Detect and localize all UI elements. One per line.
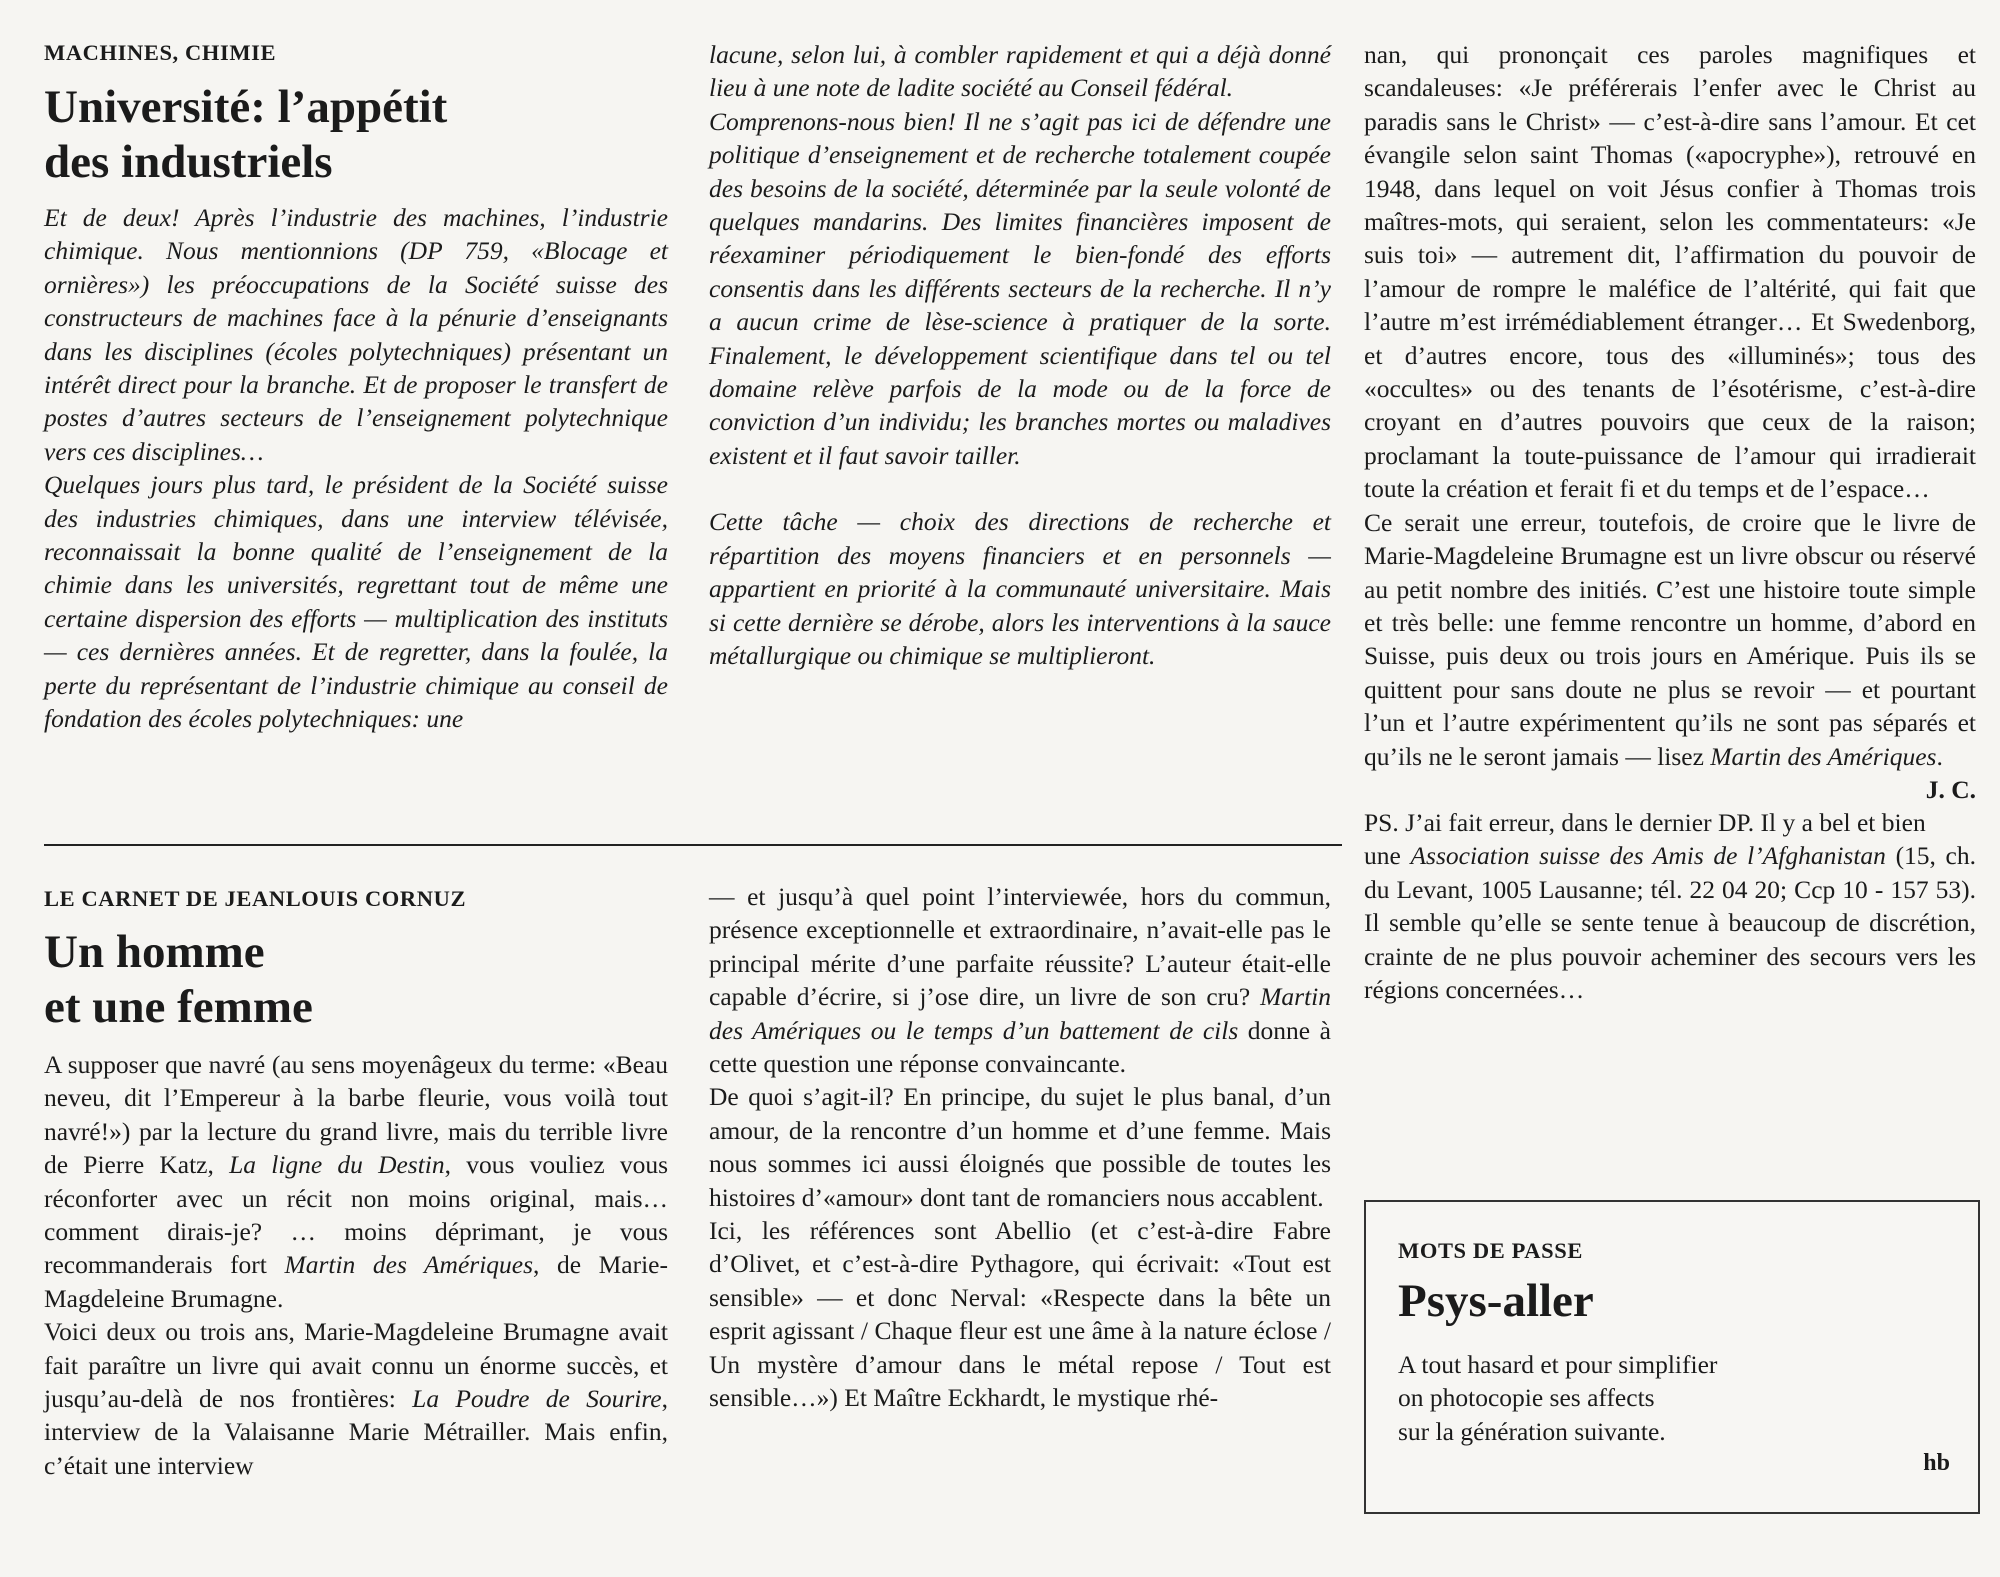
book-title: La Poudre de Sourire — [412, 1384, 662, 1414]
article2-column-3 — [1364, 38, 1976, 1006]
text: Ce serait une erreur, toutefois, de croire que le livre de Marie-Magdeleine Brumagne est un livre obscur ou réservé au petit nombre des initiés. C’est une histoire toute simple et très belle: une femme rencontre un homme, d’abord en Suisse, puis deux ou trois jours en Amérique. Puis ils se quittent pour sans doute ne plus se revoir — et pourtant l’un et l’autre expérimentent qu’ils ne sont pas séparés et qu’ils ne le seront jamais — lisez — [1364, 507, 1976, 771]
article2-paragraph: Ici, les références sont Abellio (et c’est-à-dire Fabre d’Olivet, et c’est-à-dire Pythagore, qui écrivait: «Tout est sensible» — et donc Nerval: «Respecte dans la bête un esprit agissant / Chaque fleur est une âme à la nature éclose / Un mystère d’amour dans le métal repose / Tout est sensible…») Et Maître Eckhardt, le mystique rhé- — [709, 1216, 1331, 1413]
article2-paragraph: nan, qui prononçait ces paroles magnifiques et scandaleuses: «Je préférerais l’enfer avec le Christ au paradis sans le Christ» — c’est-à-dire sans l’amour. Et cet évangile selon saint Thomas («apocryphe»), retrouvé en 1948, dans lequel on voit Jésus confier à Thomas trois maîtres-mots, qui seraient, selon les commentateurs: «Je suis toi» — autrement dit, l’affirmation du pouvoir de l’amour de rompre le maléfice de l’altérité, qui fait que l’autre m’est irrémédiablement étranger… Et Swedenborg, et d’autres encore, tous des «illuminés»; tous des «occultes» ou des tenants de l’ésotérisme, c’est-à-dire croyant en d’autres pouvoirs que ceux de la raison; proclamant la toute-puissance de l’amour qui irradierait toute la création et ferait fi et du temps et de l’espace… — [1364, 40, 1976, 504]
book-title: Martin des Amériques ou le temps d’un battement de cils — [709, 982, 1331, 1045]
article2-paragraph — [1364, 506, 1976, 804]
article1-paragraph: lacune, selon lui, à combler rapidement et qui a déjà donné lieu à une note de ladite société au Conseil fédéral. — [709, 40, 1331, 103]
article2-paragraph — [44, 1048, 668, 1315]
text: . — [1936, 741, 1943, 771]
association-name: Association suisse des Amis de l’Afghanistan — [1410, 841, 1886, 871]
text: , de Marie-Magdeleine Brumagne. — [44, 1250, 668, 1313]
article2-title-line1: Un homme — [44, 926, 265, 978]
section-divider — [44, 844, 1342, 846]
text: , interview de la Valaisanne Marie Métrailler. Mais enfin, c’était une interview — [44, 1384, 668, 1480]
article1-paragraph: Et de deux! Après l’industrie des machines, l’industrie chimique. Nous mentionnions (DP 759, «Blocage et ornières») les préoccupations de la Société suisse des constructeurs de machines face à la pénurie d’enseignants dans les disciplines (écoles polytechniques) présentant un intérêt direct pour la branche. Et de proposer le transfert de postes d’autres secteurs de l’enseignement polytechnique vers ces disciplines… — [44, 203, 668, 466]
article1-title-line2: des industriels — [44, 136, 333, 188]
article1-column-1 — [44, 201, 668, 736]
text: (15, ch. du Levant, 1005 Lausanne; tél. 22 04 20; Ccp 10 - 157 53). Il semble qu’elle se sente tenue à beaucoup de discrétion, crainte de ne plus pouvoir acheminer des secours vers les régions concernées… — [1364, 841, 1976, 1004]
article2-title — [44, 925, 313, 1035]
postscript — [1364, 806, 1976, 1006]
article2-column-2 — [709, 880, 1331, 1415]
box-line: on photocopie ses affects — [1398, 1383, 1655, 1413]
article1-paragraph: Cette tâche — choix des directions de recherche et répartition des moyens financiers et en personnels — appartient en priorité à la communauté universitaire. Mais si cette dernière se dérobe, alors les interventions à la sauce métallurgique ou chimique se multiplieront. — [709, 507, 1331, 670]
article1-title — [44, 80, 447, 190]
article1-column-2 — [709, 38, 1331, 672]
article1-paragraph: Quelques jours plus tard, le président de la Société suisse des industries chimiques, dans une interview télévisée, reconnaissait la bonne qualité de l’enseignement de la chimie dans les universités, regrettant tout de même une certaine dispersion des efforts — multiplication des instituts — ces dernières années. Et de regretter, dans la foulée, la perte du représentant de l’industrie chimique au conseil de fondation des écoles polytechniques: une — [44, 470, 668, 734]
box-line: sur la génération suivante. — [1398, 1416, 1666, 1446]
book-title: Martin des Amériques — [284, 1250, 534, 1280]
book-title: Martin des Amériques — [1710, 741, 1937, 771]
article2-kicker: LE CARNET DE JEANLOUIS CORNUZ — [44, 886, 467, 911]
text: Voici deux ou trois ans, Marie-Magdeleine Brumagne avait fait paraître un livre qui avait connu un énorme succès, et jusqu’au-delà de nos frontières: — [44, 1317, 668, 1414]
box-text — [1398, 1348, 1717, 1448]
box-kicker: MOTS DE PASSE — [1398, 1238, 1583, 1263]
text: — et jusqu’à quel point l’interviewée, hors du commun, présence exceptionnelle et extraordinaire, n’avait-elle pas le principal mérite d’une parfaite réussite? L’auteur était-elle capable d’écrire, si j’ose dire, un livre de son cru? — [709, 882, 1331, 1012]
article2-paragraph — [709, 880, 1331, 1080]
article2-paragraph — [44, 1315, 668, 1482]
text: A supposer que navré (au sens moyenâgeux du terme: «Beau neveu, dit l’Empereur à la barbe fleurie, vous voilà tout navré!») par la lecture du grand livre, mais du terrible livre de Pierre Katz, — [44, 1050, 668, 1180]
text: , vous vouliez vous réconforter avec un récit non moins original, mais… comment dirais-je? … moins déprimant, je vous recommanderais fort — [44, 1150, 669, 1280]
book-title: La ligne du Destin — [229, 1150, 445, 1180]
article2-title-line2: et une femme — [44, 981, 313, 1033]
box-line: A tout hasard et pour simplifier — [1398, 1350, 1718, 1379]
article2-paragraph: De quoi s’agit-il? En principe, du sujet le plus banal, d’un amour, de la rencontre d’un homme et d’une femme. Mais nous sommes ici aussi éloignés que possible de toutes les histoires d’«amour» dont tant de romanciers nous accablent. — [709, 1082, 1331, 1212]
text: PS. J’ai fait erreur, dans le dernier DP. Il y a bel et bien une — [1364, 807, 1926, 871]
text: donne à cette question une réponse convaincante. — [709, 1015, 1332, 1079]
article2-column-1 — [44, 1048, 668, 1482]
mots-de-passe-box — [1364, 1200, 1980, 1514]
article1-kicker: MACHINES, CHIMIE — [44, 40, 277, 65]
article1-title-line1: Université: l’appétit — [44, 81, 448, 133]
box-signature: hb — [1923, 1450, 1950, 1476]
article-signature: J. C. — [1925, 774, 1976, 804]
article1-paragraph: Comprenons-nous bien! Il ne s’agit pas ici de défendre une politique d’enseignement et de recherche totalement coupée des besoins de la société, déterminée par la seule volonté de quelques mandarins. Des limites financières imposent de réexaminer périodiquement le bien-fondé des efforts consentis dans les différents secteurs de la recherche. Il n’y a aucun crime de lèse-science à pratiquer de la sorte. Finalement, le développement scientifique dans tel ou tel domaine relève parfois de la mode ou de la force de conviction d’un individu; les branches mortes ou maladives existent et il faut savoir tailler. — [709, 106, 1331, 470]
box-title: Psys-aller — [1398, 1275, 1594, 1327]
